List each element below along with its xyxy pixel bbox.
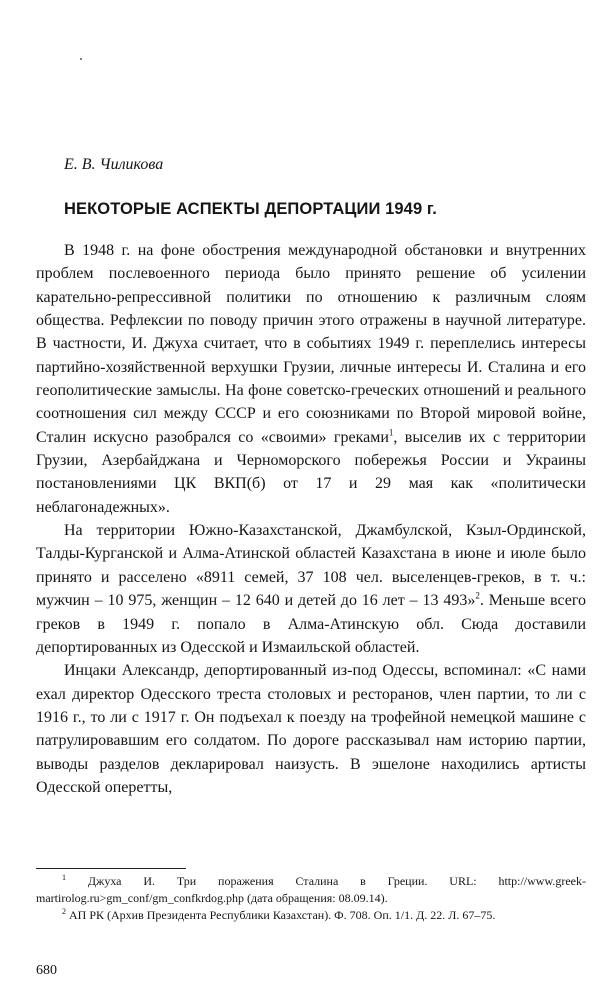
footnotes [36, 873, 586, 924]
footnote-1-text: Джуха И. Три поражения Сталина в Греции. URL: http://www.greek-martirolog.ru>gm_conf/gm_confkrdog.php (дата обращения: 08.09.14). [36, 874, 587, 905]
paragraph-2-text-b: . Меньше всего греков в 1949 г. попало в Алма-Атинскую обл. Сюда доставили депортированных из Одесской и Измаильской областей. [36, 592, 587, 656]
author-name: Е. В. Чиликова [64, 156, 164, 173]
footnote-ref-1: 1 [388, 427, 394, 438]
footnote-1 [36, 873, 586, 907]
footnote-1-number: 1 [62, 873, 66, 882]
paragraph-2-text-a: На территории Южно-Казахстанской, Джамбулской, Кзыл-Ординской, Талды-Курганской и Алма-Атинской областей Казахстана в июне и июле было принято и расселено «8911 семей, 37 108 чел. выселенцев-греков, в т. ч.: мужчин – 10 975, женщин – 12 640 и детей до 16 лет – 13 493» [36, 522, 586, 610]
paragraph-3: Инцаки Александр, депортированный из-под Одессы, вспоминал: «С нами ехал директор Одесского треста столовых и ресторанов, член партии, то ли с 1916 г., то ли с 1917 г. Он подъехал к поезду на трофейной немецкой машине с патрулировавшим его солдатом. По дороге рассказывал нам историю партии, выводы разделов декларировал наизусть. В эшелоне находились артисты Одесской оперетты, [36, 662, 586, 796]
article-title: НЕКОТОРЫЕ АСПЕКТЫ ДЕПОРТАЦИИ 1949 г. [64, 200, 437, 218]
scan-speck [80, 58, 82, 60]
page-number: 680 [36, 963, 57, 978]
article-body [36, 239, 586, 799]
footnote-2-text: АП РК (Архив Президента Республики Казахстан). Ф. 708. Оп. 1/1. Д. 22. Л. 67–75. [69, 908, 496, 922]
paragraph-1 [36, 239, 586, 519]
paragraph-1-text-b: , выселив их с территории Грузии, Азербайджана и Черноморского побережья России и Украины постановлениями ЦК ВКП(б) от 17 и 29 мая как «политически неблагонадежных». [36, 428, 586, 516]
paragraph-2 [36, 519, 586, 659]
footnote-divider [36, 868, 186, 869]
paragraph-1-text-a: В 1948 г. на фоне обострения международной обстановки и внутренних проблем послевоенного периода было принято решение об усилении карательно-репрессивной политики по отношению к различным слоям общества. Рефлексии по поводу причин этого отражены в научной литературе. В частности, И. Джуха считает, что в событиях 1949 г. переплелись интересы партийно-хозяйственной верхушки Грузии, личные интересы И. Сталина и его геополитические замыслы. На фоне советско-греческих отношений и реального соотношения сил между СССР и его союзниками по Второй мировой войне, Сталин искусно разобрался со «своими» греками [36, 242, 586, 446]
footnote-ref-2: 2 [475, 590, 480, 601]
footnote-2 [36, 907, 586, 924]
footnote-2-number: 2 [62, 907, 66, 916]
